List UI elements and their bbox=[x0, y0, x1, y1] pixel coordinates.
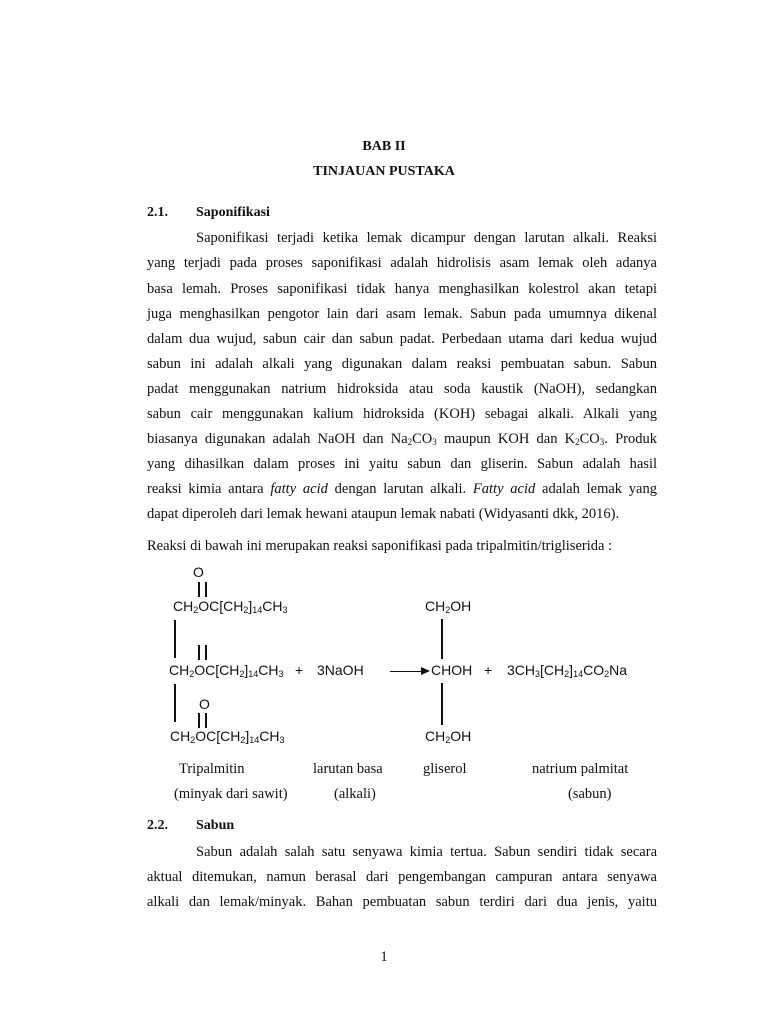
double-bond bbox=[198, 713, 200, 728]
label-larutan-basa: larutan basa bbox=[313, 761, 383, 777]
ester-group-top: $CH_2OC[CH_2]_{14}CH_3$ bbox=[173, 598, 288, 615]
label-alkali: (alkali) bbox=[334, 786, 376, 802]
label-natrium-palmitat: natrium palmitat bbox=[532, 761, 629, 777]
double-bond bbox=[198, 582, 200, 597]
paragraph-line-formula: biasanya digunakan adalah NaOH dan $Na_2CO_3$ maupun KOH dan $K_2CO_3$. Produk bbox=[147, 431, 657, 447]
section-2-number: 2.2. bbox=[147, 818, 168, 833]
glycerol-bond bbox=[441, 619, 443, 659]
reaction-arrow bbox=[390, 671, 422, 672]
double-bond bbox=[205, 582, 207, 597]
paragraph-line: basa lemah. Proses saponifikasi tidak hanya menghasilkan kolestrol akan tetapi bbox=[147, 281, 657, 297]
label-sabun: (sabun) bbox=[568, 786, 612, 802]
glycerol-choh: CHOH bbox=[431, 662, 473, 678]
sodium-palmitate: $3CH_3[CH_2]_{14}CO_2Na$ bbox=[507, 662, 627, 679]
plus-sign: + bbox=[295, 662, 304, 678]
reaction-intro: Reaksi di bawah ini merupakan reaksi saponifikasi pada tripalmitin/trigliserida : bbox=[147, 538, 613, 554]
double-bond bbox=[205, 645, 207, 660]
oxygen-label: O bbox=[199, 696, 210, 712]
label-gliserol: gliserol bbox=[423, 761, 467, 777]
paragraph-line: sabun ini adalah alkali yang digunakan dalam reaksi pembuatan sabun. Sabun bbox=[147, 356, 657, 372]
ester-group-bottom: $CH_2OC[CH_2]_{14}CH_3$ bbox=[170, 728, 285, 745]
label-minyak: (minyak dari sawit) bbox=[174, 786, 288, 802]
section-1-title: Saponifikasi bbox=[196, 205, 270, 220]
chapter-number: BAB II bbox=[362, 139, 406, 154]
paragraph-line-italic: reaksi kimia antara fatty acid dengan larutan alkali. Fatty acid adalah lemak yang bbox=[147, 481, 657, 497]
paragraph-line: aktual ditemukan, namun berasal dari pengembangan campuran antara senyawa bbox=[147, 869, 657, 885]
ester-group-middle: $CH_2OC[CH_2]_{14}CH_3$ bbox=[169, 662, 284, 679]
arrow-head-icon bbox=[421, 667, 430, 675]
paragraph-line: yang dihasilkan dalam proses ini yaitu sabun dan gliserin. Sabun adalah hasil bbox=[147, 456, 657, 472]
glycerol-ch2oh-top: $CH_2OH$ bbox=[425, 598, 472, 615]
backbone-bond bbox=[174, 620, 176, 658]
glycerol-bond bbox=[441, 683, 443, 725]
paragraph-line: Sabun adalah salah satu senyawa kimia tertua. Sabun sendiri tidak secara bbox=[196, 844, 657, 860]
paragraph-line: alkali dan lemak/minyak. Bahan pembuatan sabun terdiri dari dua jenis, yaitu bbox=[147, 894, 657, 910]
plus-sign: + bbox=[484, 662, 493, 678]
oxygen-label: O bbox=[193, 564, 204, 580]
glycerol-ch2oh-bottom: $CH_2OH$ bbox=[425, 728, 472, 745]
paragraph-line: padat menggunakan natrium hidroksida atau soda kaustik (NaOH), sedangkan bbox=[147, 381, 657, 397]
backbone-bond bbox=[174, 684, 176, 722]
paragraph-line: juga menghasilkan pengotor lain dari asam lemak. Sabun pada umumnya dikenal bbox=[147, 306, 657, 322]
page-number: 1 bbox=[380, 949, 388, 965]
paragraph-line: Saponifikasi terjadi ketika lemak dicampur dengan larutan alkali. Reaksi bbox=[196, 230, 657, 246]
naoh-reagent: 3NaOH bbox=[317, 662, 364, 678]
double-bond bbox=[205, 713, 207, 728]
section-1-number: 2.1. bbox=[147, 205, 168, 220]
paragraph-line: yang terjadi pada proses saponifikasi adalah hidrolisis asam lemak oleh adanya bbox=[147, 255, 657, 271]
chapter-title: TINJAUAN PUSTAKA bbox=[313, 164, 455, 179]
paragraph-line: dapat diperoleh dari lemak hewani ataupun lemak nabati (Widyasanti dkk, 2016). bbox=[147, 506, 620, 522]
paragraph-line: dalam dua wujud, sabun cair dan sabun padat. Perbedaan utama dari kedua wujud bbox=[147, 331, 657, 347]
section-2-title: Sabun bbox=[196, 818, 235, 833]
label-tripalmitin: Tripalmitin bbox=[179, 761, 245, 777]
double-bond bbox=[198, 645, 200, 660]
paragraph-line: sabun cair menggunakan kalium hidroksida (KOH) sebagai alkali. Alkali yang bbox=[147, 406, 657, 422]
